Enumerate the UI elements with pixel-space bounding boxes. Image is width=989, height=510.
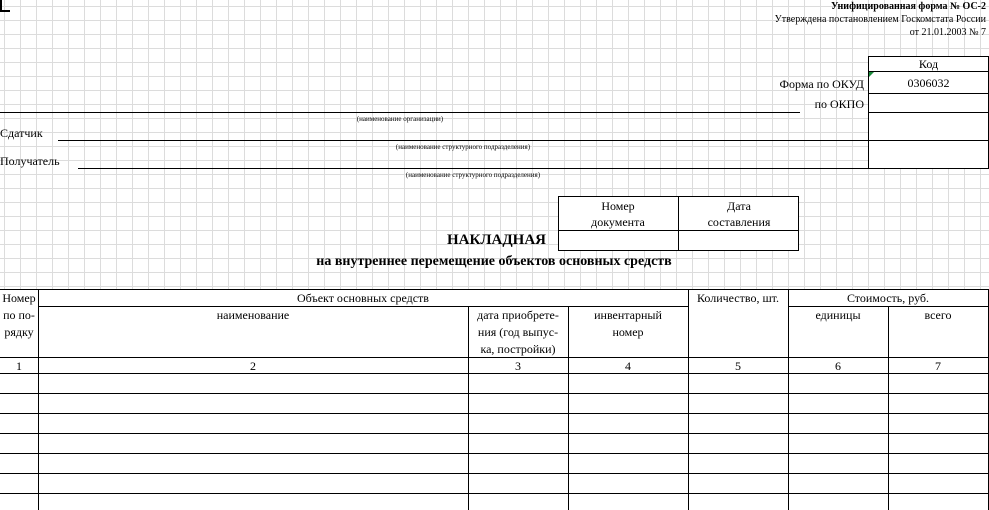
col-number-7: 7: [935, 359, 941, 373]
sender-label: Сдатчик: [0, 126, 43, 140]
doc-date-header-l2: составления: [707, 215, 771, 229]
col-unit-cost-header: единицы: [815, 308, 861, 322]
col-date-header-l2: ния (год выпус-: [477, 325, 559, 339]
col-name-header: наименование: [216, 308, 290, 322]
receiver-caption: (наименование структурного подразделения): [405, 171, 541, 179]
doc-number-field[interactable]: [559, 231, 678, 250]
col-inventory-header-l1: инвентарный: [594, 308, 662, 322]
sender-caption: (наименование структурного подразделения): [395, 143, 531, 151]
table-row[interactable]: [0, 434, 989, 453]
receiver-label: Получатель: [0, 154, 60, 168]
org-caption: (наименование организации): [356, 115, 444, 123]
approved-label: Утверждена постановлением Госкомстата России: [774, 14, 986, 25]
sender-field[interactable]: [58, 124, 868, 140]
table-row[interactable]: [0, 394, 989, 413]
doc-title: НАКЛАДНАЯ: [446, 232, 546, 248]
doc-date-field[interactable]: [679, 231, 798, 250]
okud-label: Форма по ОКУД: [779, 77, 864, 91]
unified-form-label: Унифицированная форма № ОС-2: [831, 1, 986, 12]
group-object-header: Объект основных средств: [297, 291, 429, 305]
col-number-6: 6: [835, 359, 841, 373]
col-number-2: 2: [250, 359, 256, 373]
col-date-header-l3: ка, постройки): [480, 342, 556, 356]
col-quantity-header: Количество, шт.: [696, 291, 780, 305]
col-number-5: 5: [735, 359, 741, 373]
table-row[interactable]: [0, 414, 989, 433]
code-title: Код: [918, 57, 939, 71]
doc-subtitle: на внутреннее перемещение объектов основных средств: [316, 254, 672, 269]
table-row[interactable]: [0, 454, 989, 473]
col-number-3: 3: [515, 359, 521, 373]
approval-date-label: от 21.01.2003 № 7: [909, 27, 986, 38]
col-total-cost-header: всего: [924, 308, 952, 322]
corner-marker-icon: [0, 0, 10, 12]
col-number-1: 1: [16, 359, 22, 373]
doc-number-header-l1: Номер: [601, 199, 635, 213]
table-row[interactable]: [0, 374, 989, 393]
okud-value[interactable]: 0306032: [907, 76, 950, 90]
receiver-field[interactable]: [78, 152, 868, 168]
doc-date-header-l1: Дата: [727, 199, 751, 213]
okpo-label: по ОКПО: [814, 97, 864, 111]
col-number-4: 4: [625, 359, 631, 373]
group-cost-header: Стоимость, руб.: [846, 291, 930, 305]
col-num-header-l2: по по-: [3, 308, 35, 322]
note-flag-icon: [869, 72, 874, 77]
doc-number-header-l2: документа: [591, 215, 645, 229]
col-num-header-l1: Номер: [2, 291, 36, 305]
okpo-value[interactable]: [868, 94, 989, 112]
col-num-header-l3: рядку: [4, 325, 34, 339]
table-row[interactable]: [0, 474, 989, 493]
col-inventory-header-l2: номер: [612, 325, 644, 339]
table-row[interactable]: [0, 494, 989, 510]
col-date-header-l1: дата приобрете-: [477, 308, 559, 322]
